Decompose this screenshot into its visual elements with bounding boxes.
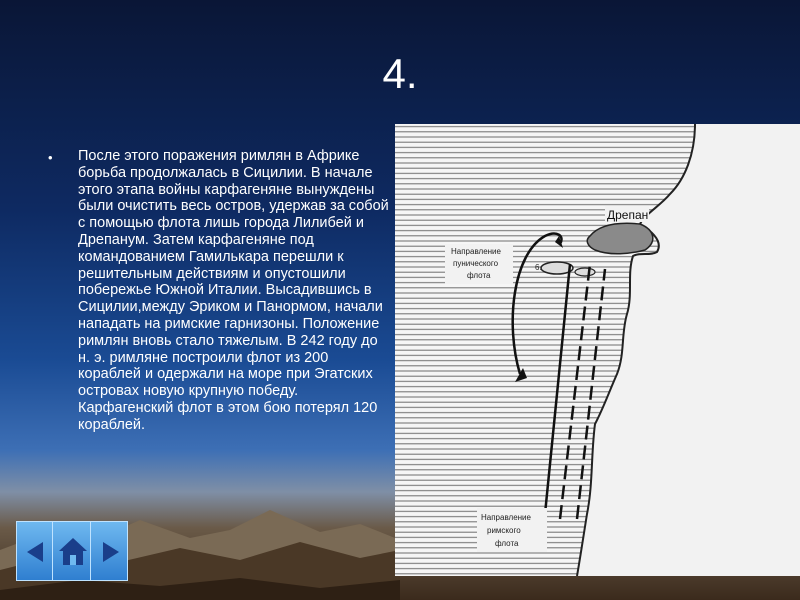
body-paragraph: После этого поражения римлян в Африке борьба продолжалась в Сицилии. В начале этого этапа войны карфагеняне вынуждены были очистить весь остров, удержав за собой с помощью флота лишь города Лилибей и Дрепанум. Затем карфагеняне под командованием Гамилькара перешли к решительным действиям и опустошили побережье Южной Италии. Высадившись в Сицилии,между Эриком и Панормом, начали нападать на римские гарнизоны. Положение римлян вновь стало тяжелым. В 242 году до н. э. римляне построили флот из 200 кораблей и одержали на море при Эгатских островах новую крупную победу. Карфагенский флот в этом бою потерял 120 кораблей.	[78, 148, 389, 433]
punic-label-line: пунического	[453, 259, 499, 268]
battle-map	[395, 124, 800, 576]
next-slide-button[interactable]	[90, 521, 128, 581]
roman-label-line: Направление	[481, 513, 531, 522]
roman-label-line: римского	[487, 526, 521, 535]
prev-slide-button[interactable]	[16, 521, 54, 581]
punic-label-line: флота	[467, 271, 491, 280]
home-button[interactable]	[52, 521, 92, 581]
triangle-left-icon	[27, 542, 43, 562]
punic-label-line: Направление	[451, 247, 501, 256]
house-icon	[59, 538, 87, 565]
islet-label: 6.	[535, 263, 542, 272]
bullet-marker: •	[48, 150, 53, 165]
roman-label-line: флота	[495, 539, 519, 548]
slide-title: 4.	[382, 50, 418, 97]
city-label: Дрепан	[607, 208, 649, 222]
islet	[575, 268, 595, 276]
triangle-right-icon	[103, 542, 119, 562]
